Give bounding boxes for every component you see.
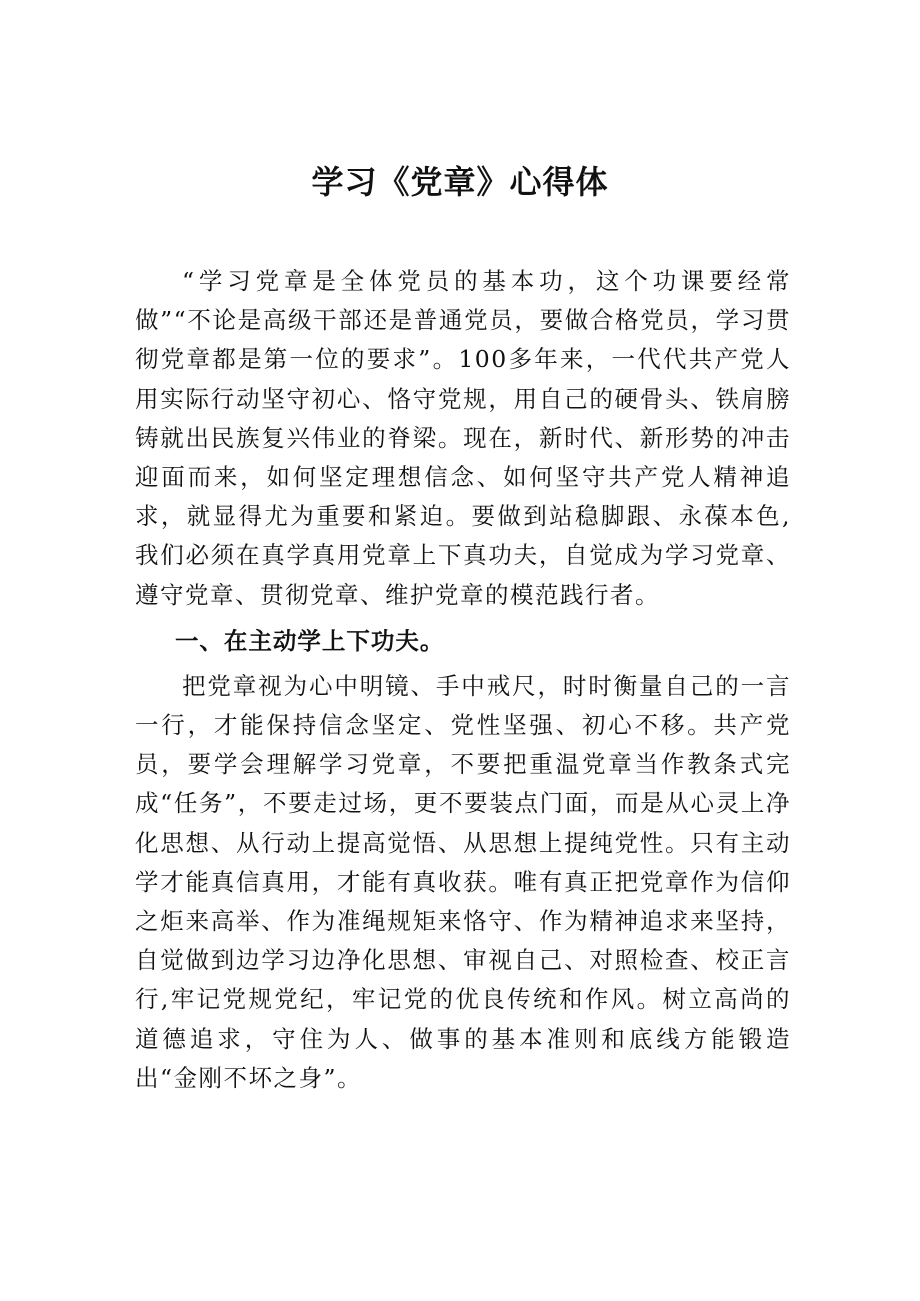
paragraph-section-1: 把党章视为心中明镜、手中戒尺，时时衡量自己的一言一行，才能保持信念坚定、党性坚强、初心不移。共产党员，要学会理解学习党章，不要把重温党章当作教条式完成“任务”，不要走过场，更不要装点门面，而是从心灵上净化思想、从行动上提高觉悟、从思想上提纯党性。只有主动学才能真信真用，才能有真收获。唯有真正把党章作为信仰之炬来高举、作为准绳规矩来恪守、作为精神追求来坚持，自觉做到边学习边净化思想、审视自己、对照检查、校正言行,牢记党规党纪，牢记党的优良传统和作风。树立高尚的道德追求，守住为人、做事的基本准则和底线方能锻造出“金刚不坏之身”。 bbox=[135, 671, 791, 1092]
paragraph-intro: “学习党章是全体党员的基本功，这个功课要经常做”“不论是高级干部还是普通党员，要做合格党员，学习贯彻党章都是第一位的要求”。100多年来，一代代共产党人用实际行动坚守初心、恪守党规，用自己的硬骨头、铁肩膀铸就出民族复兴伟业的脊梁。现在，新时代、新形势的冲击迎面而来，如何坚定理想信念、如何坚守共产党人精神追求，就显得尤为重要和紧迫。要做到站稳脚跟、永葆本色,我们必须在真学真用党章上下真功夫，自觉成为学习党章、遵守党章、贯彻党章、维护党章的模范践行者。 bbox=[135, 267, 791, 609]
document-body bbox=[135, 262, 791, 1098]
section-heading-1: 一、在主动学上下功夫。 bbox=[174, 626, 445, 655]
document-title: 学习《党章》心得体 bbox=[311, 163, 609, 201]
